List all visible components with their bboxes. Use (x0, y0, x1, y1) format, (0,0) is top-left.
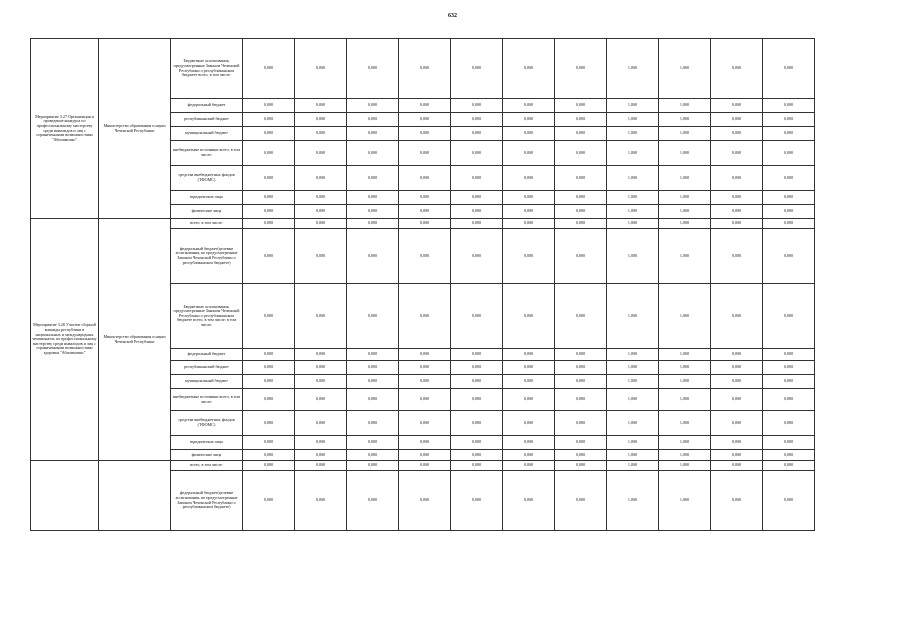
event-name-cell (31, 461, 99, 531)
value-cell: 0,000 (711, 219, 763, 229)
value-cell: 0,000 (347, 219, 399, 229)
value-cell: 1,000 (607, 99, 659, 113)
value-cell: 0,000 (763, 284, 815, 349)
value-cell: 0,000 (711, 411, 763, 436)
funding-source-cell: юридические лица (171, 436, 243, 450)
value-cell: 0,000 (763, 461, 815, 471)
value-cell: 0,000 (347, 461, 399, 471)
value-cell: 0,000 (555, 461, 607, 471)
funding-source-cell: Бюджетные ассигнования, предусмотренные Законом Чеченской Республики о республиканском бюджете всего, в том числе: в том числе: (171, 284, 243, 349)
value-cell: 0,000 (399, 205, 451, 219)
value-cell: 0,000 (451, 141, 503, 166)
value-cell: 0,000 (295, 127, 347, 141)
value-cell: 0,000 (503, 349, 555, 361)
value-cell: 0,000 (347, 349, 399, 361)
value-cell: 0,000 (295, 375, 347, 389)
value-cell: 0,000 (711, 389, 763, 411)
value-cell: 0,000 (451, 349, 503, 361)
funding-source-cell: федеральный бюджет (171, 99, 243, 113)
value-cell: 0,000 (243, 436, 295, 450)
value-cell: 1,000 (607, 389, 659, 411)
funding-source-cell: Бюджетные ассигнования, предусмотренные Законом Чеченской Республики о республиканском бюджете всего, в том числе: (171, 39, 243, 99)
value-cell: 0,000 (503, 471, 555, 531)
value-cell: 0,000 (555, 99, 607, 113)
value-cell: 0,000 (295, 229, 347, 284)
value-cell: 1,000 (659, 411, 711, 436)
value-cell: 0,000 (555, 471, 607, 531)
value-cell: 1,000 (659, 166, 711, 191)
value-cell: 0,000 (503, 127, 555, 141)
value-cell: 0,000 (399, 113, 451, 127)
value-cell: 1,000 (607, 349, 659, 361)
value-cell: 0,000 (451, 284, 503, 349)
value-cell: 0,000 (347, 39, 399, 99)
value-cell: 0,000 (503, 361, 555, 375)
value-cell: 0,000 (763, 389, 815, 411)
value-cell: 0,000 (295, 461, 347, 471)
value-cell: 0,000 (451, 471, 503, 531)
value-cell: 0,000 (555, 127, 607, 141)
value-cell: 0,000 (503, 99, 555, 113)
value-cell: 0,000 (763, 166, 815, 191)
value-cell: 0,000 (399, 99, 451, 113)
value-cell: 0,000 (399, 436, 451, 450)
value-cell: 1,000 (607, 471, 659, 531)
value-cell: 0,000 (399, 141, 451, 166)
funding-source-cell: федеральный бюджет(целевые ассигнования, не предусмотренные Законом Чеченской Республики о республиканском бюджете) (171, 229, 243, 284)
value-cell: 0,000 (555, 229, 607, 284)
value-cell: 0,000 (399, 450, 451, 461)
value-cell: 0,000 (711, 113, 763, 127)
value-cell: 0,000 (711, 39, 763, 99)
value-cell: 1,000 (659, 99, 711, 113)
value-cell: 0,000 (711, 375, 763, 389)
value-cell: 0,000 (295, 39, 347, 99)
value-cell: 0,000 (503, 461, 555, 471)
value-cell: 0,000 (243, 205, 295, 219)
value-cell: 0,000 (763, 450, 815, 461)
value-cell: 0,000 (243, 99, 295, 113)
value-cell: 0,000 (711, 471, 763, 531)
value-cell: 0,000 (763, 113, 815, 127)
value-cell: 0,000 (711, 141, 763, 166)
value-cell: 0,000 (503, 191, 555, 205)
value-cell: 0,000 (347, 411, 399, 436)
value-cell: 1,000 (659, 229, 711, 284)
value-cell: 1,000 (659, 205, 711, 219)
value-cell: 0,000 (347, 375, 399, 389)
value-cell: 0,000 (763, 205, 815, 219)
value-cell: 0,000 (295, 411, 347, 436)
value-cell: 0,000 (451, 99, 503, 113)
value-cell: 1,000 (607, 375, 659, 389)
value-cell: 0,000 (451, 205, 503, 219)
value-cell: 1,000 (607, 461, 659, 471)
value-cell: 0,000 (399, 166, 451, 191)
value-cell: 1,000 (659, 141, 711, 166)
value-cell: 0,000 (295, 113, 347, 127)
value-cell: 0,000 (295, 349, 347, 361)
value-cell: 0,000 (451, 219, 503, 229)
value-cell: 0,000 (399, 349, 451, 361)
value-cell: 0,000 (243, 127, 295, 141)
value-cell: 0,000 (399, 39, 451, 99)
value-cell: 0,000 (555, 389, 607, 411)
value-cell: 1,000 (607, 361, 659, 375)
value-cell: 0,000 (503, 141, 555, 166)
value-cell: 1,000 (659, 113, 711, 127)
value-cell: 0,000 (295, 191, 347, 205)
value-cell: 0,000 (451, 411, 503, 436)
value-cell: 1,000 (607, 113, 659, 127)
event-name-cell: Мероприятие 3.28 Участие сборной команды республики в национальных и международных чемпионатах по профессиональному мастерству среди инвалидов и лиц с ограниченными возможностями здоровья "Абилимпикс" (31, 219, 99, 461)
value-cell: 0,000 (711, 205, 763, 219)
table-row (31, 461, 815, 471)
value-cell: 0,000 (503, 205, 555, 219)
value-cell: 0,000 (451, 191, 503, 205)
event-name-cell: Мероприятие 3.27 Организация и проведение конкурса по профессиональному мастерству среди инвалидов и лиц с ограниченными возможностями "Абилимпикс" (31, 39, 99, 219)
value-cell: 0,000 (347, 229, 399, 284)
value-cell: 1,000 (607, 166, 659, 191)
value-cell: 0,000 (243, 113, 295, 127)
value-cell: 0,000 (347, 141, 399, 166)
funding-source-cell: юридические лица (171, 191, 243, 205)
value-cell: 0,000 (503, 411, 555, 436)
value-cell: 0,000 (555, 361, 607, 375)
value-cell: 0,000 (295, 436, 347, 450)
value-cell: 0,000 (763, 436, 815, 450)
value-cell: 0,000 (763, 219, 815, 229)
value-cell: 1,000 (659, 127, 711, 141)
value-cell: 0,000 (347, 99, 399, 113)
value-cell: 0,000 (555, 436, 607, 450)
value-cell: 0,000 (399, 375, 451, 389)
value-cell: 1,000 (659, 450, 711, 461)
value-cell: 0,000 (347, 166, 399, 191)
value-cell: 0,000 (451, 39, 503, 99)
value-cell: 0,000 (295, 389, 347, 411)
value-cell: 0,000 (243, 349, 295, 361)
value-cell: 1,000 (607, 284, 659, 349)
funding-source-cell: внебюджетные источники всего, в том числе: (171, 141, 243, 166)
value-cell: 0,000 (711, 284, 763, 349)
value-cell: 0,000 (347, 127, 399, 141)
value-cell: 0,000 (763, 411, 815, 436)
value-cell: 0,000 (763, 39, 815, 99)
value-cell: 0,000 (295, 166, 347, 191)
value-cell: 0,000 (763, 191, 815, 205)
funding-source-cell: федеральный бюджет (171, 349, 243, 361)
value-cell: 0,000 (711, 461, 763, 471)
value-cell: 0,000 (399, 229, 451, 284)
value-cell: 1,000 (659, 39, 711, 99)
value-cell: 0,000 (555, 141, 607, 166)
value-cell: 1,000 (659, 349, 711, 361)
value-cell: 1,000 (607, 450, 659, 461)
value-cell: 0,000 (295, 450, 347, 461)
value-cell: 1,000 (607, 411, 659, 436)
value-cell: 0,000 (555, 191, 607, 205)
value-cell: 0,000 (711, 361, 763, 375)
value-cell: 0,000 (243, 284, 295, 349)
value-cell: 0,000 (295, 471, 347, 531)
value-cell: 0,000 (243, 39, 295, 99)
value-cell: 0,000 (243, 389, 295, 411)
value-cell: 0,000 (555, 39, 607, 99)
value-cell: 0,000 (399, 284, 451, 349)
value-cell: 0,000 (503, 450, 555, 461)
value-cell: 0,000 (451, 361, 503, 375)
value-cell: 0,000 (555, 166, 607, 191)
value-cell: 0,000 (503, 389, 555, 411)
value-cell: 0,000 (763, 361, 815, 375)
value-cell: 0,000 (451, 229, 503, 284)
funding-source-cell: средства внебюджетных фондов (ТФОМС) (171, 411, 243, 436)
value-cell: 1,000 (607, 191, 659, 205)
value-cell: 0,000 (503, 436, 555, 450)
funding-source-cell: республиканский бюджет (171, 361, 243, 375)
value-cell: 0,000 (399, 127, 451, 141)
value-cell: 0,000 (347, 471, 399, 531)
value-cell: 0,000 (243, 141, 295, 166)
value-cell: 0,000 (555, 113, 607, 127)
funding-source-cell: физические лица (171, 450, 243, 461)
value-cell: 1,000 (659, 461, 711, 471)
value-cell: 0,000 (399, 471, 451, 531)
value-cell: 1,000 (659, 219, 711, 229)
funding-source-cell: муниципальный бюджет (171, 375, 243, 389)
value-cell: 0,000 (763, 99, 815, 113)
table-row (31, 219, 815, 229)
value-cell: 0,000 (451, 389, 503, 411)
value-cell: 0,000 (451, 127, 503, 141)
value-cell: 0,000 (451, 375, 503, 389)
funding-source-cell: республиканский бюджет (171, 113, 243, 127)
funding-source-cell: всего, в том числе: (171, 461, 243, 471)
value-cell: 1,000 (659, 389, 711, 411)
value-cell: 0,000 (503, 229, 555, 284)
table-row (31, 39, 815, 99)
value-cell: 1,000 (607, 141, 659, 166)
value-cell: 0,000 (243, 471, 295, 531)
value-cell: 0,000 (243, 191, 295, 205)
funding-source-cell: федеральный бюджет(целевые ассигнования, не предусмотренные Законом Чеченской Республики о республиканском бюджете) (171, 471, 243, 531)
value-cell: 0,000 (243, 411, 295, 436)
value-cell: 0,000 (711, 450, 763, 461)
funding-source-cell: всего, в том числе: (171, 219, 243, 229)
value-cell: 0,000 (763, 141, 815, 166)
value-cell: 0,000 (451, 166, 503, 191)
value-cell: 0,000 (347, 436, 399, 450)
value-cell: 0,000 (555, 205, 607, 219)
value-cell: 0,000 (347, 361, 399, 375)
funding-source-cell: физические лица (171, 205, 243, 219)
value-cell: 0,000 (451, 450, 503, 461)
value-cell: 1,000 (607, 39, 659, 99)
value-cell: 0,000 (243, 229, 295, 284)
value-cell: 0,000 (711, 229, 763, 284)
value-cell: 0,000 (295, 99, 347, 113)
budget-table (30, 38, 815, 531)
value-cell: 0,000 (399, 219, 451, 229)
value-cell: 0,000 (243, 219, 295, 229)
value-cell: 0,000 (503, 219, 555, 229)
value-cell: 1,000 (659, 191, 711, 205)
value-cell: 0,000 (503, 113, 555, 127)
value-cell: 1,000 (659, 284, 711, 349)
value-cell: 0,000 (295, 361, 347, 375)
value-cell: 0,000 (399, 361, 451, 375)
value-cell: 0,000 (763, 229, 815, 284)
value-cell: 0,000 (399, 191, 451, 205)
value-cell: 0,000 (399, 411, 451, 436)
value-cell: 0,000 (347, 205, 399, 219)
value-cell: 0,000 (503, 284, 555, 349)
value-cell: 0,000 (347, 191, 399, 205)
value-cell: 0,000 (555, 450, 607, 461)
funding-source-cell: средства внебюджетных фондов (ТФОМС) (171, 166, 243, 191)
value-cell: 0,000 (555, 411, 607, 436)
value-cell: 0,000 (555, 349, 607, 361)
value-cell: 0,000 (295, 284, 347, 349)
value-cell: 0,000 (347, 113, 399, 127)
executor-cell: Министерство образования и науки Чеченской Республики (99, 219, 171, 461)
value-cell: 0,000 (763, 349, 815, 361)
value-cell: 0,000 (503, 375, 555, 389)
value-cell: 0,000 (243, 166, 295, 191)
value-cell: 0,000 (763, 471, 815, 531)
value-cell: 0,000 (555, 375, 607, 389)
value-cell: 0,000 (295, 205, 347, 219)
value-cell: 0,000 (399, 461, 451, 471)
executor-cell: Министерство образования и науки Чеченской Республики (99, 39, 171, 219)
value-cell: 0,000 (399, 389, 451, 411)
value-cell: 0,000 (555, 219, 607, 229)
value-cell: 0,000 (451, 113, 503, 127)
value-cell: 1,000 (607, 205, 659, 219)
value-cell: 0,000 (503, 39, 555, 99)
value-cell: 0,000 (347, 284, 399, 349)
value-cell: 1,000 (607, 127, 659, 141)
value-cell: 0,000 (711, 166, 763, 191)
executor-cell (99, 461, 171, 531)
value-cell: 0,000 (295, 219, 347, 229)
value-cell: 1,000 (659, 436, 711, 450)
funding-source-cell: внебюджетные источники всего, в том числе: (171, 389, 243, 411)
value-cell: 0,000 (347, 450, 399, 461)
value-cell: 1,000 (659, 375, 711, 389)
value-cell: 1,000 (659, 361, 711, 375)
value-cell: 0,000 (763, 375, 815, 389)
value-cell: 0,000 (243, 375, 295, 389)
value-cell: 1,000 (607, 219, 659, 229)
value-cell: 0,000 (711, 436, 763, 450)
funding-source-cell: муниципальный бюджет (171, 127, 243, 141)
value-cell: 0,000 (243, 361, 295, 375)
value-cell: 1,000 (607, 229, 659, 284)
value-cell: 0,000 (555, 284, 607, 349)
value-cell: 0,000 (243, 461, 295, 471)
value-cell: 0,000 (503, 166, 555, 191)
value-cell: 0,000 (295, 141, 347, 166)
value-cell: 0,000 (451, 461, 503, 471)
value-cell: 0,000 (451, 436, 503, 450)
page-number: 632 (448, 13, 457, 19)
value-cell: 0,000 (711, 349, 763, 361)
value-cell: 0,000 (347, 389, 399, 411)
value-cell: 1,000 (607, 436, 659, 450)
value-cell: 0,000 (711, 191, 763, 205)
value-cell: 0,000 (711, 127, 763, 141)
value-cell: 1,000 (659, 471, 711, 531)
value-cell: 0,000 (711, 99, 763, 113)
value-cell: 0,000 (243, 450, 295, 461)
value-cell: 0,000 (763, 127, 815, 141)
